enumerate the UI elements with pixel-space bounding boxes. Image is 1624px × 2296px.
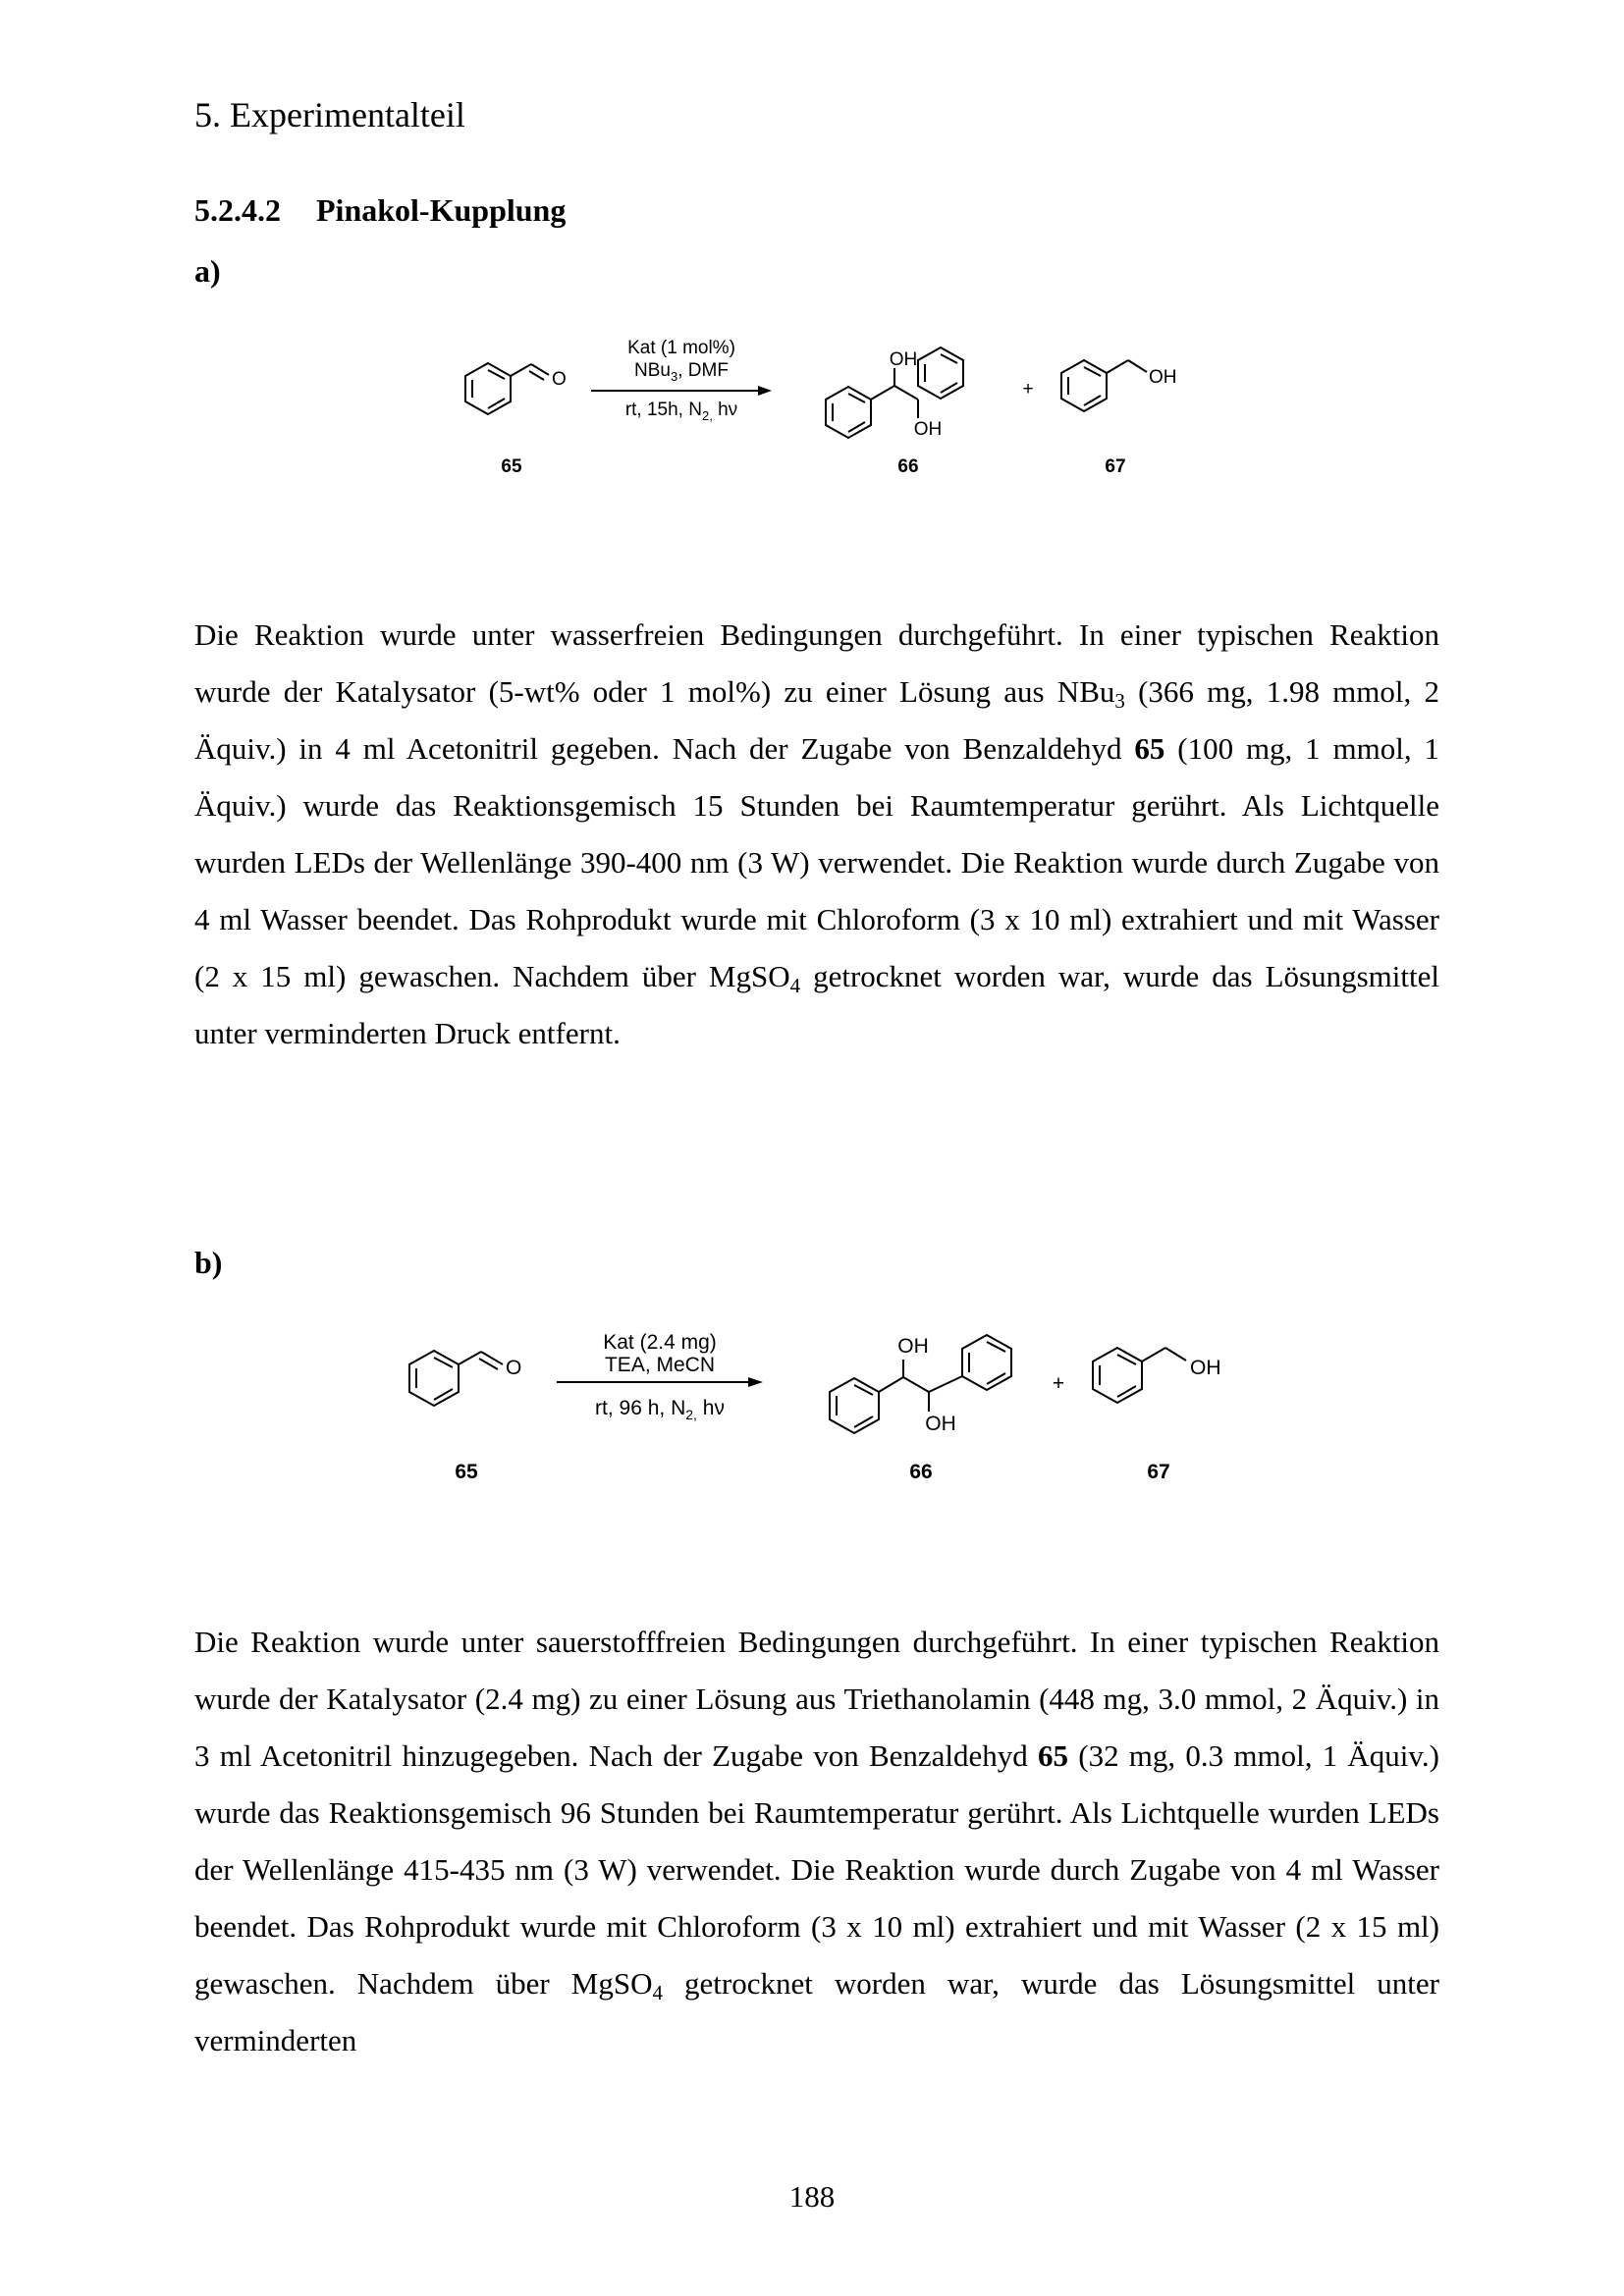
hydroxyl-bottom-label: OH bbox=[913, 419, 943, 440]
aldehyde-oxygen-label: O bbox=[552, 369, 567, 390]
compound-label-67: 67 bbox=[1147, 1461, 1170, 1483]
alcohol-hydroxyl-label: OH bbox=[1149, 367, 1177, 388]
compound-label-67: 67 bbox=[1105, 456, 1126, 477]
procedure-paragraph-a: Die Reaktion wurde unter wasserfreien Bedingungen durchgeführt. In einer typischen Reaktion wurde der Katalysator (5-wt% oder 1 mol%) zu einer Lösung aus NBu$_3$ (366 mg, 1.98 mmol, 2 Äquiv.) in 4 ml Acetonitril gegeben. Nach der Zugabe von Benzaldehyd 65 (100 mg, 1 mmol, 1 Äquiv.) wurde das Reaktionsgemisch 15 Stunden bei Raumtemperatur gerührt. Als Lichtquelle wurden LEDs der Wellenlänge 390-400 nm (3 W) verwendet. Die Reaktion wurde durch Zugabe von 4 ml Wasser beendet. Das Rohprodukt wurde mit Chloroform (3 x 10 ml) extrahiert und mit Wasser (2 x 15 ml) gewaschen. Nachdem über MgSO$_4$ getrocknet worden war, wurde das Lösungsmittel unter verminderten Druck entfernt. bbox=[194, 617, 1440, 1050]
condition-parameters: rt, 15h, $N_{2,}$ hν bbox=[624, 400, 738, 423]
compound-label-65: 65 bbox=[501, 456, 522, 477]
alcohol-hydroxyl-label: OH bbox=[1190, 1357, 1221, 1379]
compound-label-65: 65 bbox=[455, 1461, 478, 1483]
condition-catalyst: Kat (1 mol%) bbox=[627, 338, 735, 358]
procedure-paragraph-b: Die Reaktion wurde unter sauerstofffreien Bedingungen durchgeführt. In einer typischen Reaktion wurde der Katalysator (2.4 mg) zu einer Lösung aus Triethanolamin (448 mg, 3.0 mmol, 2 Äquiv.) in 3 ml Acetonitril hinzugegeben. Nach der Zugabe von Benzaldehyd 65 (32 mg, 0.3 mmol, 1 Äquiv.) wurde das Reaktionsgemisch 96 Stunden bei Raumtemperatur gerührt. Als Lichtquelle wurden LEDs der Wellenlänge 415-435 nm (3 W) verwendet. Die Reaktion wurde durch Zugabe von 4 ml Wasser beendet. Das Rohprodukt wurde mit Chloroform (3 x 10 ml) extrahiert und mit Wasser (2 x 15 ml) gewaschen. Nachdem über MgSO$_4$ getrocknet worden war, wurde das Lösungsmittel unter verminderten bbox=[194, 1625, 1440, 2057]
page-number: 188 bbox=[788, 2179, 836, 2214]
section-title: Pinakol-Kupplung bbox=[316, 192, 567, 228]
section-heading bbox=[194, 192, 566, 229]
chapter-heading: 5. Experimentalteil bbox=[194, 95, 465, 134]
condition-reagent: TEA, MeCN bbox=[604, 1354, 716, 1376]
benzaldehyde-structure bbox=[465, 363, 549, 414]
benzaldehyde-structure bbox=[409, 1351, 503, 1406]
section-number: 5.2.4.2 bbox=[194, 192, 281, 228]
hydroxyl-top-label: OH bbox=[897, 1335, 929, 1358]
part-b-label: b) bbox=[194, 1245, 223, 1280]
compound-label-66: 66 bbox=[909, 1461, 933, 1483]
hydroxyl-top-label: OH bbox=[889, 349, 918, 370]
benzyl-alcohol-structure bbox=[1061, 360, 1147, 411]
reaction-scheme-b-drawing bbox=[0, 1315, 1624, 1492]
hydroxyl-bottom-label: OH bbox=[925, 1413, 956, 1435]
benzyl-alcohol-structure bbox=[1093, 1348, 1186, 1403]
aldehyde-oxygen-label: O bbox=[506, 1357, 522, 1379]
compound-label-66: 66 bbox=[897, 456, 919, 477]
condition-parameters: rt, 96 h, $N_{2,}$ hν bbox=[595, 1397, 725, 1422]
plus-sign: + bbox=[1022, 379, 1034, 400]
reaction-scheme-a-drawing bbox=[0, 324, 1624, 491]
reaction-scheme-b bbox=[0, 1315, 1624, 1492]
plus-sign: + bbox=[1052, 1372, 1065, 1395]
reaction-scheme-a bbox=[0, 324, 1624, 491]
condition-catalyst: Kat (2.4 mg) bbox=[603, 1331, 717, 1354]
condition-reagent: NBu$_3$, DMF bbox=[634, 360, 729, 384]
part-a-label: a) bbox=[194, 253, 221, 289]
